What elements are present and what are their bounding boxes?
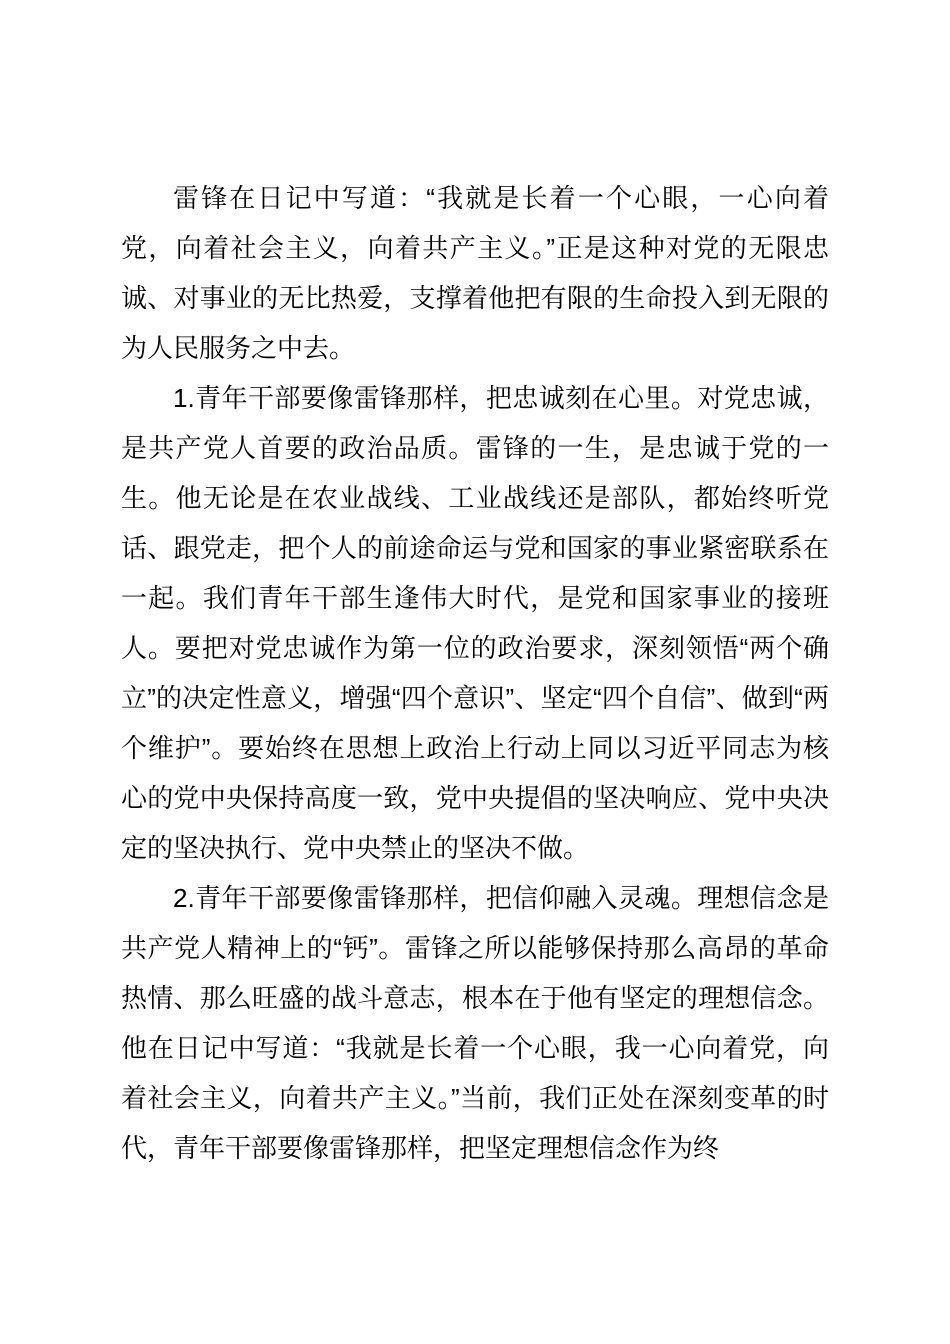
paragraph-point-1-loyalty: 1.青年干部要像雷锋那样，把忠诚刻在心里。对党忠诚，是共产党人首要的政治品质。雷锋的一生，是忠诚于党的一生。他无论是在农业战线、工业战线还是部队，都始终听党话、跟党走，把个人的前途命运与党和国家的事业紧密联系在一起。我们青年干部生逢伟大时代，是党和国家事业的接班人。要把对党忠诚作为第一位的政治要求，深刻领悟“两个确立”的决定性意义，增强“四个意识”、坚定“四个自信”、做到“两个维护”。要始终在思想上政治上行动上同以习近平同志为核心的党中央保持高度一致，党中央提倡的坚决响应、党中央决定的坚决执行、党中央禁止的坚决不做。 <box>121 383 829 863</box>
paragraph-lei-feng-diary-quote: 雷锋在日记中写道：“我就是长着一个心眼，一心向着党，向着社会主义，向着共产主义。”正是这种对党的无限忠诚、对事业的无比热爱，支撑着他把有限的生命投入到无限的为人民服务之中去。 <box>121 183 829 363</box>
document-body <box>121 173 829 1173</box>
paragraph-point-2-faith: 2.青年干部要像雷锋那样，把信仰融入灵魂。理想信念是共产党人精神上的“钙”。雷锋之所以能够保持那么高昂的革命热情、那么旺盛的战斗意志，根本在于他有坚定的理想信念。他在日记中写道：“我就是长着一个心眼，我一心向着党，向着社会主义，向着共产主义。”当前，我们正处在深刻变革的时代，青年干部要像雷锋那样，把坚定理想信念作为终 <box>121 883 829 1163</box>
